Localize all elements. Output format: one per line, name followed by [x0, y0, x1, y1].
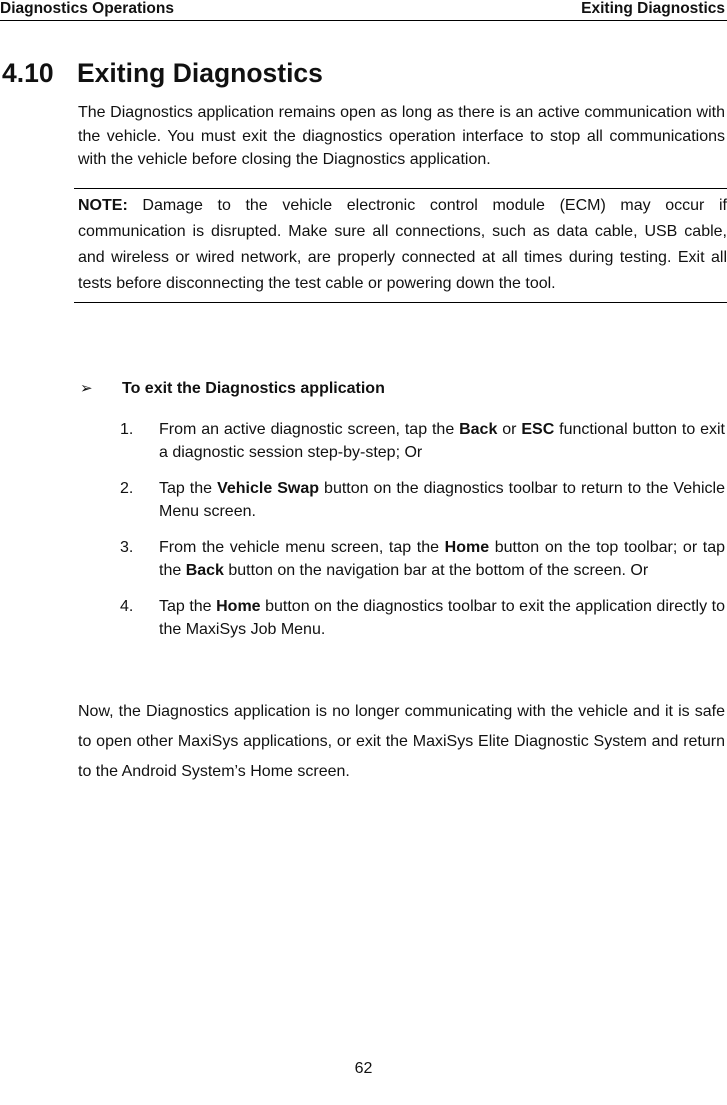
step-text-part: Tap the	[159, 598, 217, 615]
step-number: 2.	[120, 480, 134, 497]
back-term: Back	[459, 421, 498, 438]
step-number: 1.	[120, 421, 134, 438]
step-text-part: From an active diagnostic screen, tap the	[159, 421, 460, 438]
note-label: NOTE:	[78, 197, 128, 214]
step-text-part: or	[497, 421, 522, 438]
step-text	[159, 477, 725, 523]
intro-paragraph: The Diagnostics application remains open as long as there is an active communication with the vehicle. You must exit the diagnostics operation interface to stop all communications with the vehicle before closing the Diagnostics application.	[78, 104, 725, 168]
note-box	[74, 188, 727, 303]
section-number: 4.10	[2, 58, 54, 88]
back-term: Back	[185, 562, 224, 579]
step-number: 3.	[120, 539, 134, 556]
arrow-bullet-icon: ➢	[80, 380, 93, 397]
esc-term: ESC	[521, 421, 555, 438]
step-item	[120, 536, 725, 582]
header-chapter: Diagnostics Operations	[0, 0, 174, 17]
home-term: Home	[444, 539, 490, 556]
note-text: Damage to the vehicle electronic control module (ECM) may occur if communication is disrupted. Make sure all connections, such as data cable, USB cable, and wireless or wired network, are properly connected at all times during testing. Exit all tests before disconnecting the test cable or powering down the tool.	[78, 197, 727, 292]
steps-list	[120, 418, 725, 654]
step-text-part: button on the top toolbar; or tap the	[159, 539, 726, 579]
step-text-part: button on the diagnostics toolbar to exit the application directly to the MaxiSys Job Menu.	[159, 598, 725, 638]
step-text	[159, 595, 725, 641]
step-text-part: button on the diagnostics toolbar to return to the Vehicle Menu screen.	[159, 480, 725, 520]
step-text-part: functional button to exit a diagnostic session step-by-step; Or	[159, 421, 725, 461]
closing-paragraph: Now, the Diagnostics application is no longer communicating with the vehicle and it is safe to open other MaxiSys applications, or exit the MaxiSys Elite Diagnostic System and return to the Android System’s Home screen.	[78, 703, 725, 780]
section-title-text: Exiting Diagnostics	[77, 58, 323, 88]
page-number: 62	[354, 1060, 373, 1077]
procedure-title: To exit the Diagnostics application	[122, 380, 385, 397]
step-text-part: From the vehicle menu screen, tap the	[159, 539, 445, 556]
running-header	[0, 0, 727, 21]
step-item	[120, 477, 725, 523]
section-title	[2, 56, 323, 90]
vehicle-swap-term: Vehicle Swap	[217, 480, 320, 497]
step-item	[120, 595, 725, 641]
step-number: 4.	[120, 598, 134, 615]
step-text-part: Tap the	[159, 480, 218, 497]
header-section: Exiting Diagnostics	[581, 0, 725, 17]
step-item	[120, 418, 725, 464]
step-text-part: button on the navigation bar at the bottom of the screen. Or	[223, 562, 649, 579]
step-text	[159, 536, 725, 582]
home-term: Home	[216, 598, 261, 615]
procedure-heading	[80, 378, 720, 400]
step-text	[159, 418, 725, 464]
